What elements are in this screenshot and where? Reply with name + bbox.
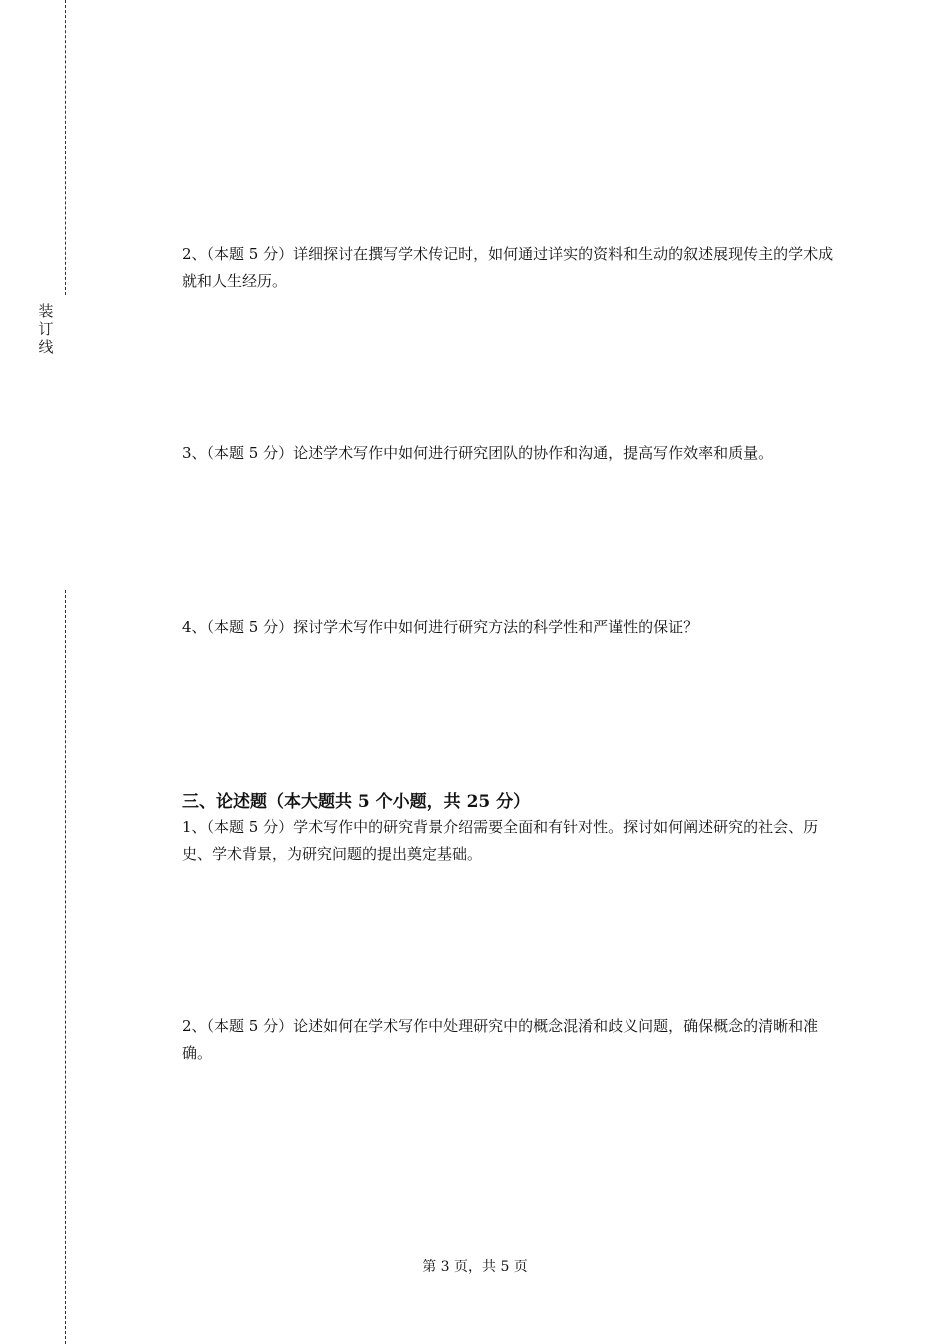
question-item: 2、（本题 5 分）详细探讨在撰写学术传记时，如何通过详实的资料和生动的叙述展现传主的学术成就和人生经历。: [182, 245, 834, 290]
question-item: 2、（本题 5 分）论述如何在学术写作中处理研究中的概念混淆和歧义问题，确保概念的清晰和准确。: [182, 1017, 819, 1062]
binding-dashed-line-top: [65, 0, 66, 295]
binding-label-char: 装: [38, 302, 54, 320]
binding-label-char: 线: [38, 338, 54, 356]
question-item: 1、（本题 5 分）学术写作中的研究背景介绍需要全面和有针对性。探讨如何阐述研究的社会、历史、学术背景，为研究问题的提出奠定基础。: [182, 818, 819, 863]
page-number-footer: 第 3 页，共 5 页: [422, 1259, 528, 1275]
question-item: 4、（本题 5 分）探讨学术写作中如何进行研究方法的科学性和严谨性的保证？: [182, 618, 699, 636]
binding-line-label: [36, 302, 56, 356]
binding-label-char: 订: [38, 320, 54, 338]
question-item: 3、（本题 5 分）论述学术写作中如何进行研究团队的协作和沟通，提高写作效率和质量。: [182, 444, 774, 462]
section-heading: 三、论述题（本大题共 5 个小题，共 25 分）: [182, 792, 531, 812]
binding-dashed-line-bottom: [65, 590, 66, 1344]
